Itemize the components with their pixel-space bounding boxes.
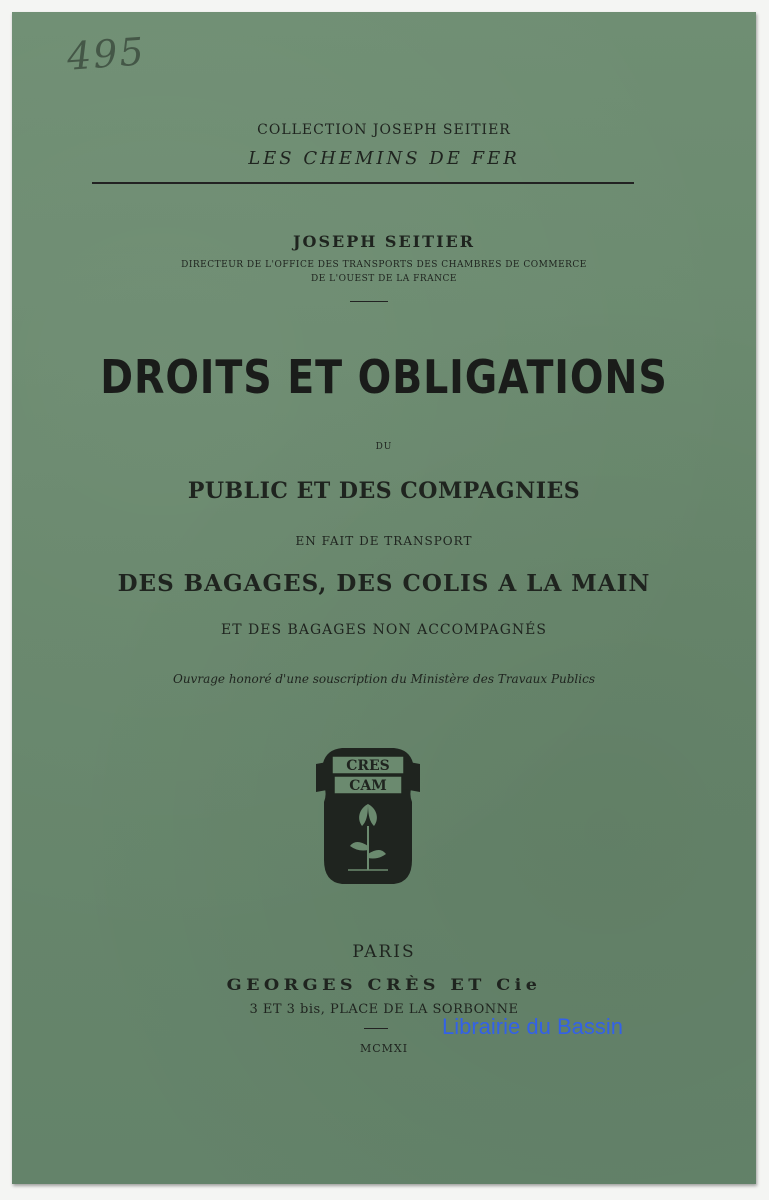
du-label: DU [375,442,393,452]
subtitle-non-accompagnes: ET DES BAGAGES NON ACCOMPAGNÉS [221,622,547,638]
series-title: LES CHEMINS DE FER [248,148,520,169]
book-title: DROITS ET OBLIGATIONS [100,350,668,404]
tiny-rule [364,1028,388,1029]
publication-city: PARIS [352,942,416,962]
author-name: JOSEPH SEITIER [292,232,476,251]
publication-date: MCMXI [359,1042,409,1055]
book-cover [12,12,756,1184]
subtitle-transport: EN FAIT DE TRANSPORT [295,534,473,548]
emblem-text-bottom: CAM [349,778,387,794]
watermark: Librairie du Bassin [442,1014,623,1039]
publisher-address: 3 ET 3 bis, PLACE DE LA SORBONNE [249,1002,519,1017]
author-role-line2: DE L'OUEST DE LA FRANCE [311,274,457,284]
publisher-emblem-icon [312,742,424,892]
publisher-name: GEORGES CRÈS ET Cie [226,975,542,994]
handwritten-number: 495 [65,29,147,79]
short-rule [350,301,388,302]
collection-name: COLLECTION JOSEPH SEITIER [257,122,511,138]
emblem-text-top: CRES [346,758,390,774]
subtitle-public: PUBLIC ET DES COMPAGNIES [187,478,581,504]
subtitle-bagages: DES BAGAGES, DES COLIS A LA MAIN [117,570,651,597]
horizontal-rule [92,182,634,184]
author-role-line1: DIRECTEUR DE L'OFFICE DES TRANSPORTS DES CHAMBRES DE COMMERCE [181,260,587,270]
author-role [12,258,756,286]
honor-note: Ouvrage honoré d'une souscription du Ministère des Travaux Publics [172,672,595,686]
